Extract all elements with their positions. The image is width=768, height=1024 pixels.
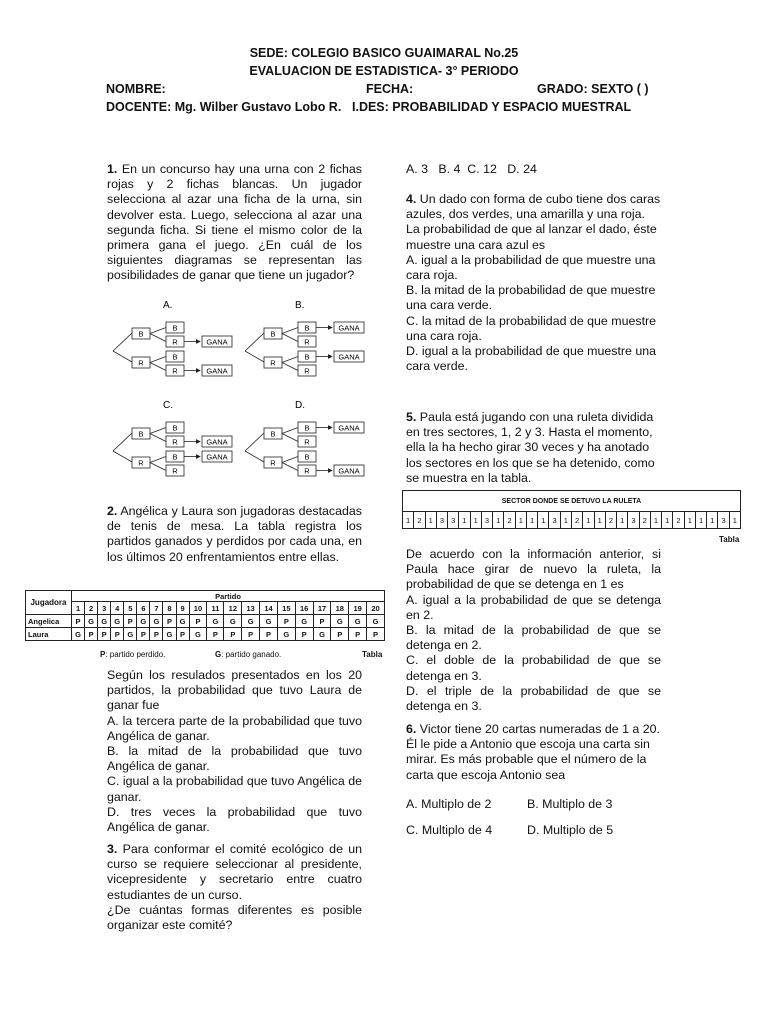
roulette-sector: 2 [504, 512, 515, 529]
second-box-label: R [172, 437, 178, 447]
col-header-player: Jugadora [26, 591, 72, 615]
match-result: P [367, 628, 385, 641]
match-number: 18 [331, 602, 349, 615]
match-result: G [349, 615, 367, 628]
match-result: G [124, 628, 137, 641]
match-result: P [176, 628, 189, 641]
teacher-label: DOCENTE: Mg. Wilber Gustavo Lobo R. [106, 100, 342, 114]
match-result: P [150, 628, 163, 641]
option-a[interactable]: A. Multiplo de 2 [406, 797, 492, 811]
first-box-b-label: B [270, 429, 276, 439]
roulette-header: SECTOR DONDE SE DETUVO LA RULETA [403, 491, 741, 512]
branch-line [282, 363, 298, 371]
gana-box-label: GANA [206, 437, 228, 447]
question-number: 6. [406, 722, 417, 736]
gana-box-label: GANA [338, 352, 360, 362]
ides-label: I.DES: PROBABILIDAD Y ESPACIO MUESTRAL [352, 100, 632, 114]
branch-line [150, 328, 166, 334]
match-result: P [137, 628, 150, 641]
roulette-sector: 3 [436, 512, 447, 529]
roulette-sector: 1 [684, 512, 695, 529]
branch-line [150, 457, 166, 463]
diagram-b [245, 300, 364, 376]
question-5 [406, 410, 664, 486]
question-5-options [406, 547, 661, 714]
match-result: P [242, 628, 260, 641]
option-a[interactable]: A. igual a la probabilidad de que muestre una cara roja. [406, 252, 656, 283]
first-box-b-label: B [270, 329, 276, 339]
roulette-sector: 1 [594, 512, 605, 529]
question-text: Victor tiene 20 cartas numeradas de 1 a 20. Él le pide a Antonio que escoja una carta sin mirar. Es más probable que el número de la carta que escoja Antonio sea [406, 722, 660, 782]
option-b[interactable]: B. la mitad de la probabilidad que tuvo Angélica de ganar. [107, 744, 362, 774]
match-result: P [98, 628, 111, 641]
table-row [26, 615, 385, 628]
question-text: En un concurso hay una urna con 2 fichas rojas y 2 fichas blancas. Un jugador selecciona al azar una ficha de la urna, sin devolver esta. Luego, selecciona al azar una segunda ficha. Si tiene el mismo color de la primera gana el juego. ¿En cuál de los siguientes diagramas se representan las posibilidades de ganar que tiene un jugador? [107, 162, 362, 283]
second-box-label: R [304, 466, 310, 476]
table-row [403, 512, 741, 529]
branch-line [282, 463, 298, 471]
roulette-sector: 1 [583, 512, 594, 529]
roulette-sector: 2 [673, 512, 684, 529]
question-text: Paula está jugando con una ruleta dividida en tres sectores, 1, 2 y 3. Hasta el momento, ella la ha hecho girar 30 veces y ha anotado los sectores en los que se ha detenido, como se muestra en la tabla. [406, 410, 655, 485]
match-number: 17 [313, 602, 331, 615]
roulette-sector: 1 [560, 512, 571, 529]
second-box-label: B [172, 323, 178, 333]
match-result: P [313, 615, 331, 628]
branch-line [150, 334, 166, 342]
match-result: G [224, 615, 242, 628]
roulette-sector: 1 [470, 512, 481, 529]
branch-line [150, 434, 166, 442]
branch-line [282, 434, 298, 442]
match-number: 20 [367, 602, 385, 615]
question-4 [406, 192, 664, 374]
second-box-label: R [304, 366, 310, 376]
second-box-label: R [304, 437, 310, 447]
first-box-r-label: R [270, 458, 276, 468]
branch-line [282, 457, 298, 463]
question-6 [406, 722, 664, 783]
diagram-c [113, 400, 232, 476]
option-a[interactable]: A. la tercera parte de la probabilidad que tuvo Angélica de ganar. [107, 713, 362, 743]
second-box-label: B [304, 452, 310, 462]
match-result: G [111, 615, 124, 628]
second-box-label: R [172, 466, 178, 476]
roulette-sector: 3 [718, 512, 729, 529]
option-d[interactable]: D. Multiplo de 5 [527, 823, 614, 837]
match-result: G [277, 628, 295, 641]
match-number: 8 [163, 602, 176, 615]
diagram-letter: C. [163, 400, 173, 411]
match-result: P [124, 615, 137, 628]
branch-line [150, 357, 166, 363]
player-name: Laura [26, 628, 72, 641]
match-result: P [163, 615, 176, 628]
match-result: P [331, 628, 349, 641]
match-result: P [111, 628, 124, 641]
diagram-letter: B. [295, 300, 305, 311]
roulette-sector: 2 [605, 512, 616, 529]
branch-line [282, 334, 298, 342]
second-box-label: B [304, 323, 310, 333]
match-result: G [150, 615, 163, 628]
roulette-sector: 1 [650, 512, 661, 529]
branch-line [282, 428, 298, 434]
question-prompt: Según los resulados presentados en los 20 partidos, la probabilidad que tuvo Laura de ganar fue [107, 668, 362, 713]
option-d[interactable]: D. tres veces la probabilidad que tuvo Angélica de ganar. [107, 804, 362, 835]
roulette-sector: 1 [403, 512, 414, 529]
school-name: SEDE: COLEGIO BASICO GUAIMARAL No.25 [249, 46, 519, 60]
name-label: NOMBRE: [106, 82, 166, 96]
match-result: G [189, 628, 207, 641]
second-box-label: B [304, 352, 310, 362]
roulette-sector: 3 [481, 512, 492, 529]
branch-line [150, 363, 166, 371]
branch-line [245, 433, 264, 451]
question-number: 4. [406, 192, 417, 206]
diagram-letter: D. [295, 400, 305, 411]
option-d[interactable]: D. igual a la probabilidad de que muestre una cara verde. [406, 344, 657, 374]
match-result: P [207, 628, 224, 641]
roulette-sector: 3 [549, 512, 560, 529]
match-number: 3 [98, 602, 111, 615]
branch-line [113, 333, 132, 351]
roulette-sector: 2 [414, 512, 425, 529]
question-text: Para conformar el comité ecológico de un curso se requiere seleccionar al presidente, vicepresidente y secretario entre cuatro estudiantes de un curso. [107, 842, 362, 902]
first-box-r-label: R [138, 358, 144, 368]
roulette-sector: 1 [662, 512, 673, 529]
roulette-sector: 1 [617, 512, 628, 529]
date-label: FECHA: [366, 82, 414, 96]
branch-line [113, 451, 132, 462]
second-box-label: B [172, 352, 178, 362]
roulette-sector: 1 [695, 512, 706, 529]
question-2 [107, 504, 362, 565]
option-b[interactable]: B. la mitad de la probabilidad de que muestre una cara verde. [406, 283, 656, 313]
question-3 [107, 842, 362, 933]
match-result: G [331, 615, 349, 628]
q1-diagrams [100, 296, 370, 488]
question-number: 5. [406, 410, 417, 424]
col-header-match: Partido [72, 591, 385, 602]
first-box-r-label: R [270, 358, 276, 368]
branch-line [113, 433, 132, 451]
match-number: 1 [72, 602, 85, 615]
diagram-a [113, 300, 232, 376]
table-row [26, 628, 385, 641]
option-c[interactable]: C. igual a la probabilidad que tuvo Angélica de ganar. [107, 774, 362, 804]
match-result: G [137, 615, 150, 628]
roulette-sector: 3 [448, 512, 459, 529]
second-box-label: B [172, 452, 178, 462]
match-number: 2 [85, 602, 98, 615]
match-result: P [224, 628, 242, 641]
second-box-label: R [172, 366, 178, 376]
match-result: P [189, 615, 207, 628]
table-caption: Tabla [362, 650, 383, 659]
question-number: 1. [107, 162, 118, 176]
player-name: Angelica [26, 615, 72, 628]
gana-box-label: GANA [338, 323, 360, 333]
match-result: G [260, 615, 278, 628]
question-prompt: ¿De cuántas formas diferentes es posible organizar este comité? [107, 902, 362, 933]
branch-line [245, 451, 264, 462]
option-b[interactable]: B. Multiplo de 3 [527, 797, 613, 811]
question-2-options [107, 668, 362, 835]
match-result: P [85, 628, 98, 641]
gana-box-label: GANA [338, 423, 360, 433]
match-result: P [72, 615, 85, 628]
question-number: 2. [107, 504, 118, 518]
option-c[interactable]: C. la mitad de la probabilidad de que muestre una cara roja. [406, 313, 657, 343]
match-number: 12 [224, 602, 242, 615]
match-number: 13 [242, 602, 260, 615]
roulette-sector: 1 [493, 512, 504, 529]
match-result: G [367, 615, 385, 628]
grade-label: GRADO: SEXTO ( ) [537, 82, 649, 96]
question-number: 3. [107, 842, 118, 856]
option-a[interactable]: A. igual a la probabilidad de que se detenga en 2. [406, 592, 661, 622]
second-box-label: R [172, 337, 178, 347]
diagram-letter: A. [163, 300, 173, 311]
question-1 [107, 162, 362, 284]
match-number: 11 [207, 602, 224, 615]
roulette-sector: 1 [729, 512, 740, 529]
roulette-sector: 1 [707, 512, 718, 529]
match-result: G [313, 628, 331, 641]
first-box-b-label: B [138, 429, 144, 439]
second-box-label: R [304, 337, 310, 347]
gana-box-label: GANA [206, 337, 228, 347]
roulette-sector: 1 [526, 512, 537, 529]
question-text: Angélica y Laura son jugadoras destacadas de tenis de mesa. La tabla registra los partidos ganados y perdidos por cada una, en los últimos 20 enfrentamientos entre ellas. [107, 504, 362, 564]
roulette-sector: 3 [628, 512, 639, 529]
match-result: P [260, 628, 278, 641]
match-result: G [207, 615, 224, 628]
match-number: 10 [189, 602, 207, 615]
match-number: 19 [349, 602, 367, 615]
branch-line [113, 351, 132, 362]
first-box-b-label: B [138, 329, 144, 339]
question-prompt: La probabilidad de que al lanzar el dado, éste muestre una cara azul es [406, 222, 657, 252]
roulette-table [402, 490, 741, 529]
roulette-sector: 2 [571, 512, 582, 529]
branch-line [282, 357, 298, 363]
second-box-label: B [172, 423, 178, 433]
branch-line [282, 328, 298, 334]
roulette-sector: 1 [425, 512, 436, 529]
option-c[interactable]: C. Multiplo de 4 [406, 823, 493, 837]
branch-line [150, 428, 166, 434]
match-result: G [85, 615, 98, 628]
match-number: 9 [176, 602, 189, 615]
roulette-sector: 2 [639, 512, 650, 529]
match-result: G [98, 615, 111, 628]
match-number: 15 [277, 602, 295, 615]
roulette-sector: 1 [538, 512, 549, 529]
question-text: Un dado con forma de cubo tiene dos caras azules, dos verdes, una amarilla y una roja. [406, 192, 661, 222]
match-result: G [295, 615, 313, 628]
match-result: G [242, 615, 260, 628]
branch-line [245, 351, 264, 362]
gana-box-label: GANA [206, 452, 228, 462]
match-number: 6 [137, 602, 150, 615]
matches-table [25, 590, 385, 641]
diagram-d [245, 400, 364, 476]
second-box-label: B [304, 423, 310, 433]
match-number: 5 [124, 602, 137, 615]
option-c[interactable]: C. el doble de la probabilidad de que se detenga en 3. [406, 653, 661, 683]
branch-line [245, 333, 264, 351]
match-result: P [349, 628, 367, 641]
match-result: P [277, 615, 295, 628]
match-result: P [295, 628, 313, 641]
match-number: 4 [111, 602, 124, 615]
roulette-sector: 1 [459, 512, 470, 529]
table-caption: Tabla [719, 535, 740, 544]
match-result: G [72, 628, 85, 641]
option-d[interactable]: D. el triple de la probabilidad de que se detenga en 3. [406, 683, 661, 714]
legend-lost: P: partido perdido. [100, 650, 166, 659]
match-number: 7 [150, 602, 163, 615]
legend-won: G: partido ganado. [215, 650, 282, 659]
match-number: 14 [260, 602, 278, 615]
match-result: G [176, 615, 189, 628]
gana-box-label: GANA [338, 466, 360, 476]
match-result: G [163, 628, 176, 641]
question-prompt: De acuerdo con la información anterior, si Paula hace girar de nuevo la ruleta, la probabilidad de que se detenga en 1 es [406, 547, 661, 592]
option-b[interactable]: B. la mitad de la probabilidad de que se detenga en 2. [406, 623, 661, 653]
roulette-sector: 1 [515, 512, 526, 529]
match-number: 16 [295, 602, 313, 615]
gana-box-label: GANA [206, 366, 228, 376]
branch-line [150, 463, 166, 471]
exam-title: EVALUACION DE ESTADISTICA- 3° PERIODO [249, 64, 519, 78]
first-box-r-label: R [138, 458, 144, 468]
question-3-options[interactable]: A. 3 B. 4 C. 12 D. 24 [406, 162, 537, 176]
